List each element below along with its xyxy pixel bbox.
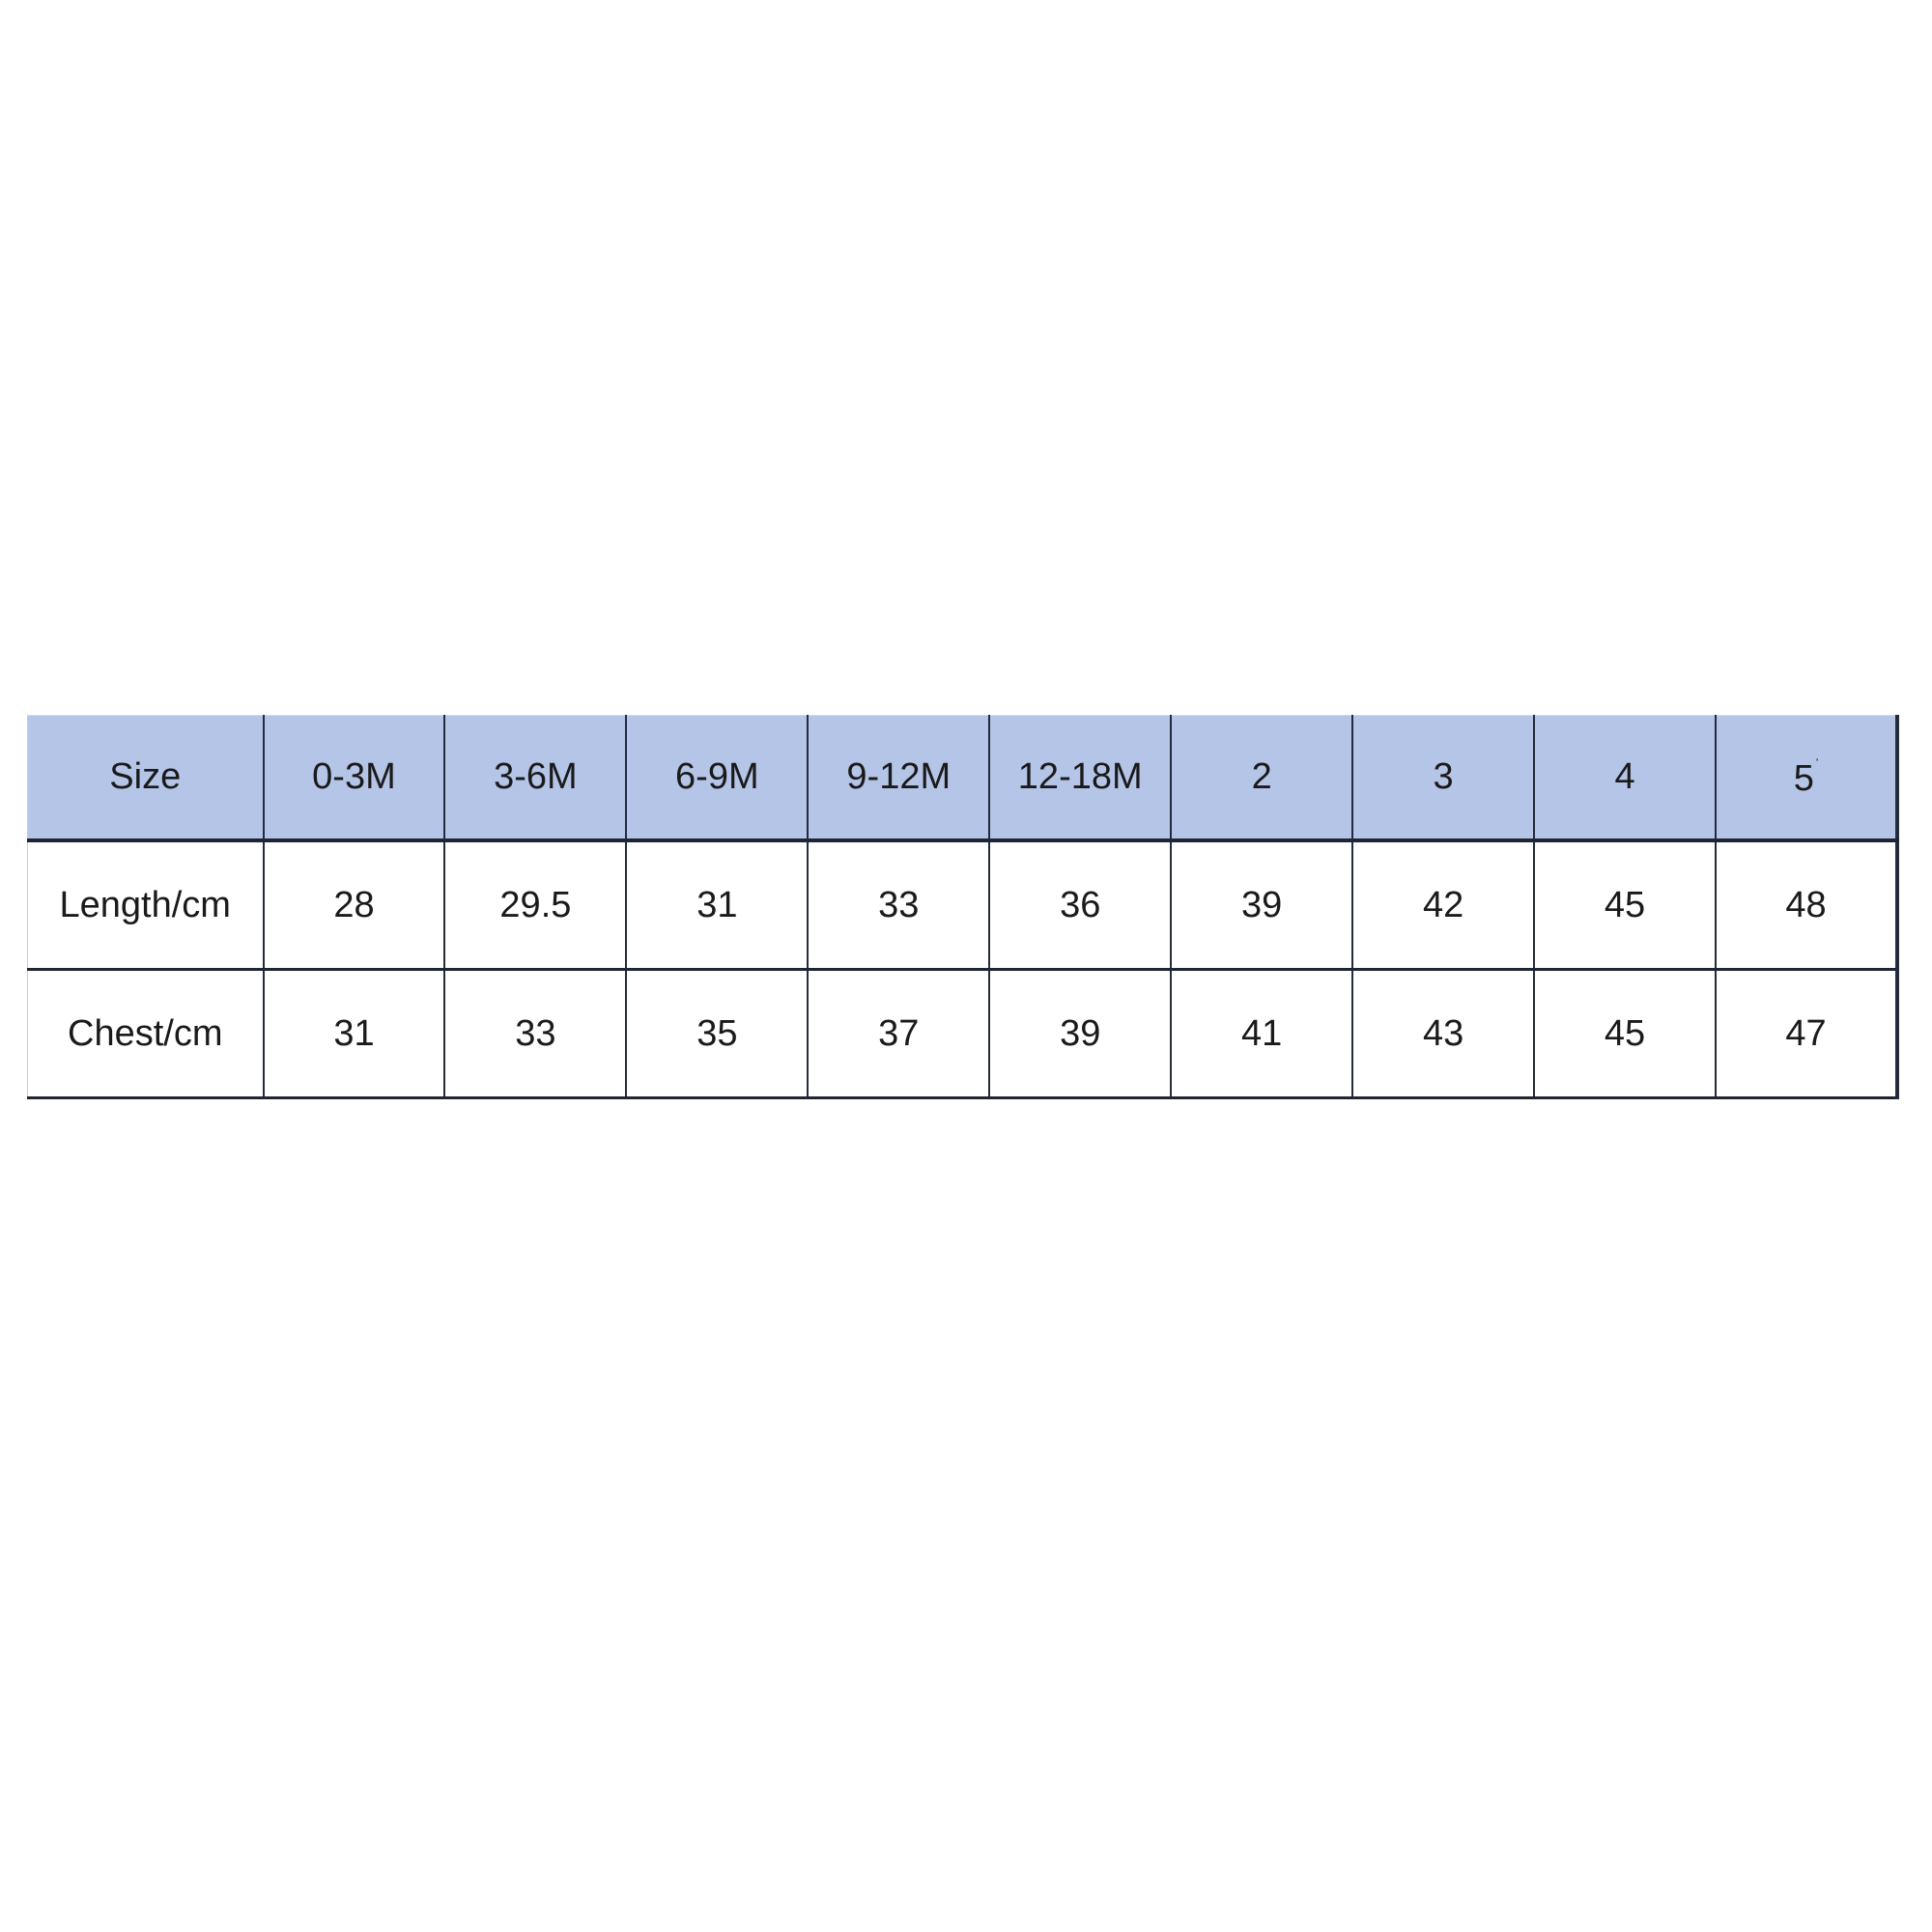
data-cell: 41 (1171, 970, 1352, 1098)
data-cell: 33 (808, 840, 989, 970)
header-cell-2: 2 (1171, 716, 1352, 841)
data-cell: 31 (626, 840, 808, 970)
data-cell: 39 (1171, 840, 1352, 970)
data-cell: 35 (626, 970, 808, 1098)
data-cell: 48 (1716, 840, 1897, 970)
stray-tick-mark: ' (1815, 754, 1819, 770)
table-row-length (28, 840, 1898, 970)
data-cell: 45 (1534, 840, 1716, 970)
data-cell: 42 (1352, 840, 1534, 970)
header-cell-5 (1716, 716, 1897, 841)
data-cell: 36 (989, 840, 1171, 970)
data-cell: 33 (444, 970, 626, 1098)
header-cell-6-9m: 6-9M (626, 716, 808, 841)
data-cell: 45 (1534, 970, 1716, 1098)
size-chart-body (28, 840, 1898, 1098)
header-cell-3: 3 (1352, 716, 1534, 841)
size-chart-header-row (28, 716, 1898, 841)
row-label-length: Length/cm (28, 840, 264, 970)
data-cell: 31 (264, 970, 445, 1098)
header-cell-9-12m: 9-12M (808, 716, 989, 841)
size-chart-table (27, 715, 1899, 1099)
header-cell-12-18m: 12-18M (989, 716, 1171, 841)
header-cell-size: Size (28, 716, 264, 841)
data-cell: 28 (264, 840, 445, 970)
data-cell: 47 (1716, 970, 1897, 1098)
data-cell: 29.5 (444, 840, 626, 970)
data-cell: 37 (808, 970, 989, 1098)
table-row-chest (28, 970, 1898, 1098)
header-cell-5-label: 5 (1793, 757, 1814, 799)
header-cell-0-3m: 0-3M (264, 716, 445, 841)
data-cell: 39 (989, 970, 1171, 1098)
header-cell-4: 4 (1534, 716, 1716, 841)
data-cell: 43 (1352, 970, 1534, 1098)
row-label-chest: Chest/cm (28, 970, 264, 1098)
header-cell-3-6m: 3-6M (444, 716, 626, 841)
